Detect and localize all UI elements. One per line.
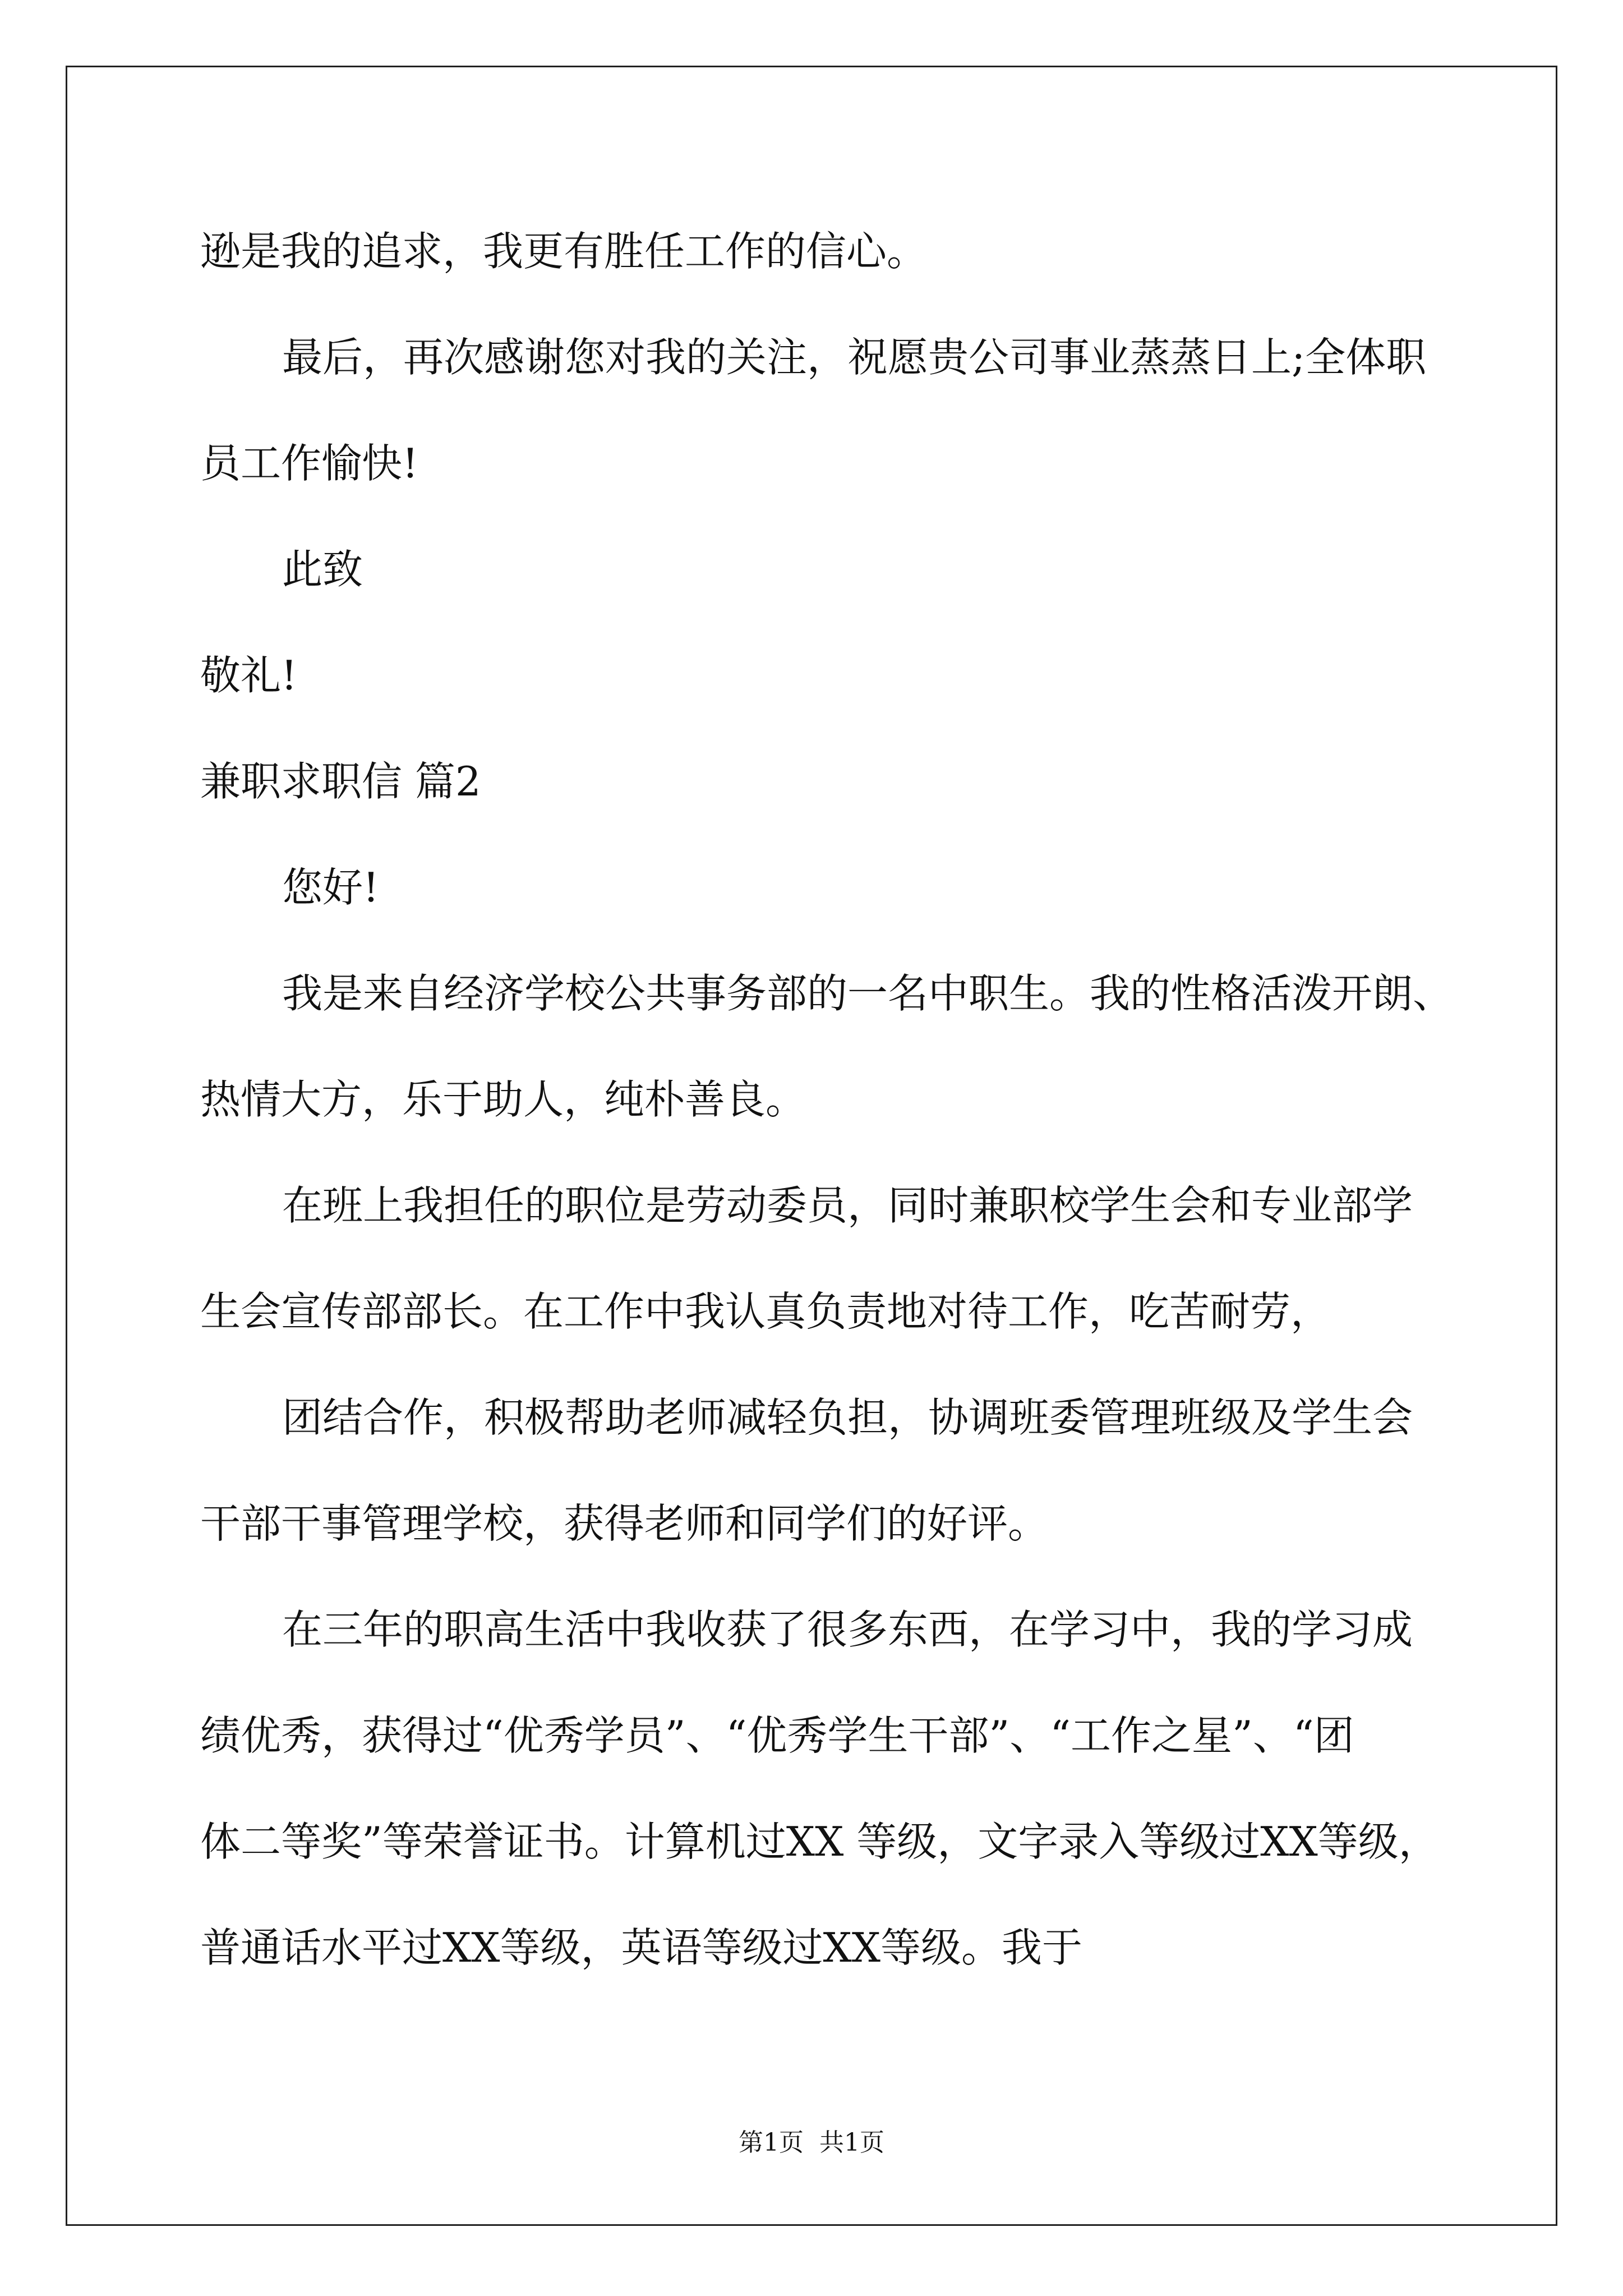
salutation-cizhi: 此致 (282, 546, 363, 593)
text-line: 逊是我的追求，我更有胜任工作的信心。 (200, 228, 928, 275)
paragraph-achievements: 在三年的职高生活中我收获了很多东西，在学习中，我的学习成 (282, 1606, 1413, 1653)
page-number-footer: 第1页 共1页 (739, 2128, 884, 2157)
closing-paragraph: 最后，再次感谢您对我的关注，祝愿贵公司事业蒸蒸日上;全体职 (282, 334, 1427, 381)
text-line: 干部干事管理学校，获得老师和同学们的好评。 (200, 1500, 1049, 1547)
text-line: 员工作愉快! (200, 440, 418, 487)
text-line: 普通话水平过XX等级，英语等级过XX等级。我于 (200, 1924, 1083, 1971)
paragraph-teamwork: 团结合作，积极帮助老师减轻负担，协调班委管理班级及学生会 (282, 1394, 1413, 1441)
section-heading: 兼职求职信 篇2 (200, 758, 481, 805)
paragraph-intro: 我是来自经济学校公共事务部的一名中职生。我的性格活泼开朗、 (282, 970, 1454, 1017)
text-line: 绩优秀，获得过“优秀学员”、“优秀学生干部”、“工作之星”、“团 (200, 1712, 1354, 1759)
text-line: 热情大方，乐于助人，纯朴善良。 (200, 1076, 806, 1123)
text-line: 体二等奖”等荣誉证书。计算机过XX 等级，文字录入等级过XX等级， (200, 1818, 1439, 1865)
paragraph-position: 在班上我担任的职位是劳动委员，同时兼职校学生会和专业部学 (282, 1182, 1413, 1229)
document-body (200, 199, 1535, 2001)
greeting: 您好! (282, 864, 379, 911)
text-line: 生会宣传部部长。在工作中我认真负责地对待工作，吃苦耐劳， (200, 1288, 1331, 1335)
salutation-jingli: 敬礼! (200, 652, 297, 699)
